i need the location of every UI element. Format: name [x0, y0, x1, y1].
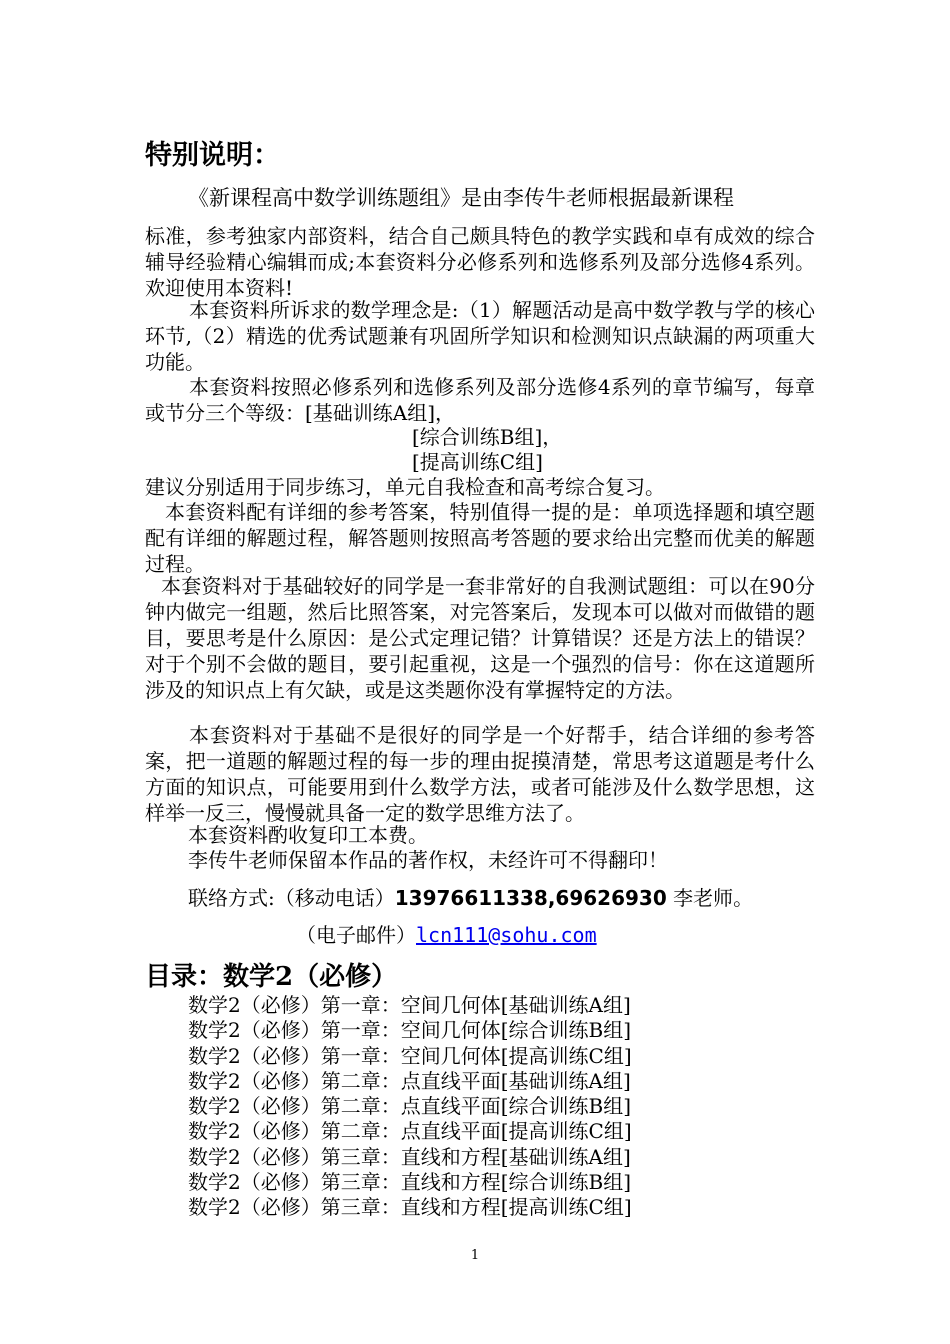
- table-of-contents: [188, 993, 632, 1221]
- good-students-paragraph: 本套资料对于基础较好的同学是一套非常好的自我测试题组：可以在90分钟内做完一组题，然后比照答案，对完答案后，发现本可以做对而做错的题目，要思考是什么原因：是公式定理记错？计算错误？还是方法上的错误？对于个别不会做的题目，要引起重视，这是一个强烈的信号：你在这道题所涉及的知识点上有欠缺，或是这类题你没有掌握特定的方法。: [145, 574, 815, 702]
- intro-paragraph: 标准，参考独家内部资料，结合自己颇具特色的教学实践和卓有成效的综合辅导经验精心编辑而成;本套资料分必修系列和选修系列及部分选修4系列。欢迎使用本资料!: [145, 224, 815, 300]
- email-line: [296, 922, 597, 948]
- contact-line: [188, 885, 753, 911]
- toc-item[interactable]: 数学2（必修）第一章：空间几何体[基础训练A组]: [188, 993, 631, 1017]
- toc-item[interactable]: 数学2（必修）第三章：直线和方程[提高训练C组]: [188, 1195, 632, 1220]
- levels-paragraph: 本套资料按照必修系列和选修系列及部分选修4系列的章节编写，每章或节分三个等级：[基础训练A组]，: [145, 375, 815, 425]
- page-number: 1: [470, 1248, 480, 1263]
- toc-item[interactable]: 数学2（必修）第一章：空间几何体[提高训练C组]: [188, 1043, 632, 1068]
- toc-title: 目录：数学2（必修）: [145, 962, 398, 992]
- fee-line: 本套资料酌收复印工本费。: [188, 823, 428, 847]
- answers-paragraph: 本套资料配有详细的参考答案，特别值得一提的是：单项选择题和填空题配有详细的解题过程，解答题则按照高考答题的要求给出完整而优美的解题过程。: [145, 500, 815, 576]
- toc-item[interactable]: 数学2（必修）第二章：点直线平面[提高训练C组]: [188, 1119, 632, 1144]
- intro-first-line: 《新课程高中数学训练题组》是由李传牛老师根据最新课程: [188, 186, 734, 210]
- toc-item[interactable]: 数学2（必修）第三章：直线和方程[综合训练B组]: [188, 1170, 632, 1195]
- philosophy-paragraph: 本套资料所诉求的数学理念是:（1）解题活动是高中数学教与学的核心环节,（2）精选的优秀试题兼有巩固所学知识和检测知识点缺漏的两项重大功能。: [145, 298, 815, 374]
- toc-item[interactable]: 数学2（必修）第三章：直线和方程[基础训练A组]: [188, 1144, 631, 1169]
- levels-usage-line: 建议分别适用于同步练习，单元自我检查和高考综合复习。: [145, 475, 665, 499]
- email-link[interactable]: lcn111@sohu.com: [416, 923, 597, 947]
- email-label: （电子邮件）: [296, 923, 416, 947]
- copyright-line: 李传牛老师保留本作品的著作权，未经许可不得翻印！: [188, 848, 668, 872]
- contact-suffix: 李老师。: [673, 886, 754, 910]
- level-b-label: [综合训练B组]，: [412, 425, 563, 449]
- toc-item[interactable]: 数学2（必修）第二章：点直线平面[基础训练A组]: [188, 1068, 631, 1093]
- toc-item[interactable]: 数学2（必修）第二章：点直线平面[综合训练B组]: [188, 1094, 632, 1119]
- contact-phone: 13976611338,69626930: [394, 886, 667, 910]
- special-notice-heading: 特别说明：: [145, 140, 280, 171]
- level-c-label: [提高训练C组]: [412, 450, 543, 474]
- weak-students-paragraph: 本套资料对于基础不是很好的同学是一个好帮手，结合详细的参考答案，把一道题的解题过程的每一步的理由捉摸清楚，常思考这道题是考什么方面的知识点，可能要用到什么数学方法，或者可能涉及什么数学思想，这样举一反三，慢慢就具备一定的数学思维方法了。: [145, 723, 815, 825]
- toc-item[interactable]: 数学2（必修）第一章：空间几何体[综合训练B组]: [188, 1018, 632, 1043]
- contact-label: 联络方式:（移动电话）: [188, 886, 395, 910]
